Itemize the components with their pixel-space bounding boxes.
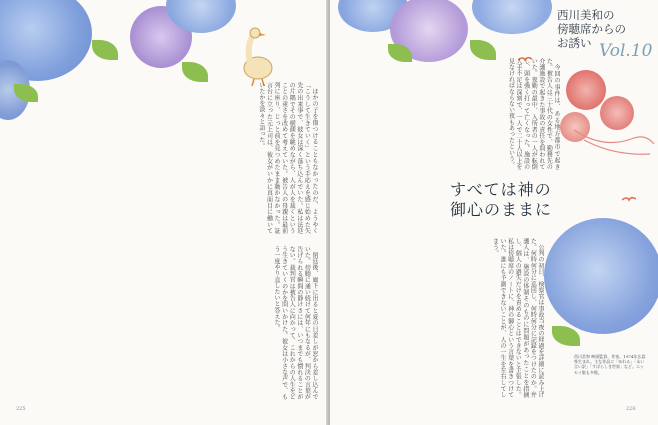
series-title-line: 傍聴席からの — [557, 22, 626, 36]
leaf-illustration — [182, 62, 208, 82]
article-body-column — [6, 246, 318, 400]
article-headline — [450, 180, 552, 220]
page-number: 226 — [626, 406, 636, 412]
leaf-illustration — [552, 326, 580, 346]
article-body-column — [6, 82, 318, 234]
hydrangea-blue-illustration — [544, 218, 658, 334]
left-page — [0, 0, 328, 425]
ribbon-illustration — [574, 120, 654, 160]
article-body-column — [338, 238, 544, 398]
leaf-illustration — [92, 40, 118, 60]
headline-line: 御心のままに — [450, 200, 553, 219]
series-title-line: 西川美和の — [557, 8, 615, 22]
body-text: ほかの子を傷つけることもなかったのだ、ようやく「こうして生きていく」という手応えを感じ始めた矢先の出来事で、彼女は深く落ち込んでいた。私は法廷の片隅でその横顔を眺めながら、人が人を裁くということの重さを改めて考えていた。被告人の母親は最前列に座り、じっと前を見つめたまま動かなかった。証言台に立った元上司は、彼女がいかに真面目に働いていたかを淡々と語った。 — [257, 82, 318, 234]
page-number: 225 — [16, 406, 26, 412]
series-title — [557, 8, 653, 61]
body-text: 閉廷後、廊下に出ると夏の日差しが窓から差し込んでいた。傍聴に通い続けて何年にもなるが、判決の言葉が告げられる瞬間の静けさには、いつまでも慣れることがない。裁判官は被告人に向かって、これからの人生をどう生きていくのかを問いかけた。彼女は小さな声で、もう一度やり直したいと答えた。 — [273, 246, 318, 400]
goose-illustration — [236, 24, 278, 88]
body-text: 公判の初日、検察官は事故当夜の経過を詳細に読み上げた。何時何分に巡回し、何時何分に記録をつけたのか。弁護人は、施設の体制そのものに問題があったことを指摘し、個人の過失だけを責めることはできないと主張した。私は傍聴席のノートに、神の御心という言葉を書きつけていた。誰にも予測できないことが、人の一生を左右してしまう。 — [491, 238, 544, 398]
body-text: 今回の事件は、ある地方都市で起きた。被告人は三十代の女性で、勤務先の介護施設で起きた事故の責任を問われていた。夜勤の最中、入所者の一人が転倒し、頭を強く打って亡くなった。施設の人手不足は深刻で、一人で二十人以上を見なければならない夜もあったという。 — [507, 58, 560, 170]
series-title-line: お誘い — [557, 36, 592, 50]
leaf-illustration — [470, 40, 496, 60]
hydrangea-blue-illustration — [472, 0, 552, 34]
headline-line: すべては神の — [450, 180, 552, 199]
author-caption: 西川美和 映画監督、作家。1974年広島県生まれ。主な作品に「ゆれる」「永い言い訳」「すばらしき世界」など。エッセイ集も多数。 — [574, 354, 646, 375]
article-body-column — [338, 58, 560, 170]
volume-label: Vol.10 — [599, 41, 653, 61]
bird-illustration — [622, 196, 636, 204]
rose-illustration — [566, 70, 606, 110]
